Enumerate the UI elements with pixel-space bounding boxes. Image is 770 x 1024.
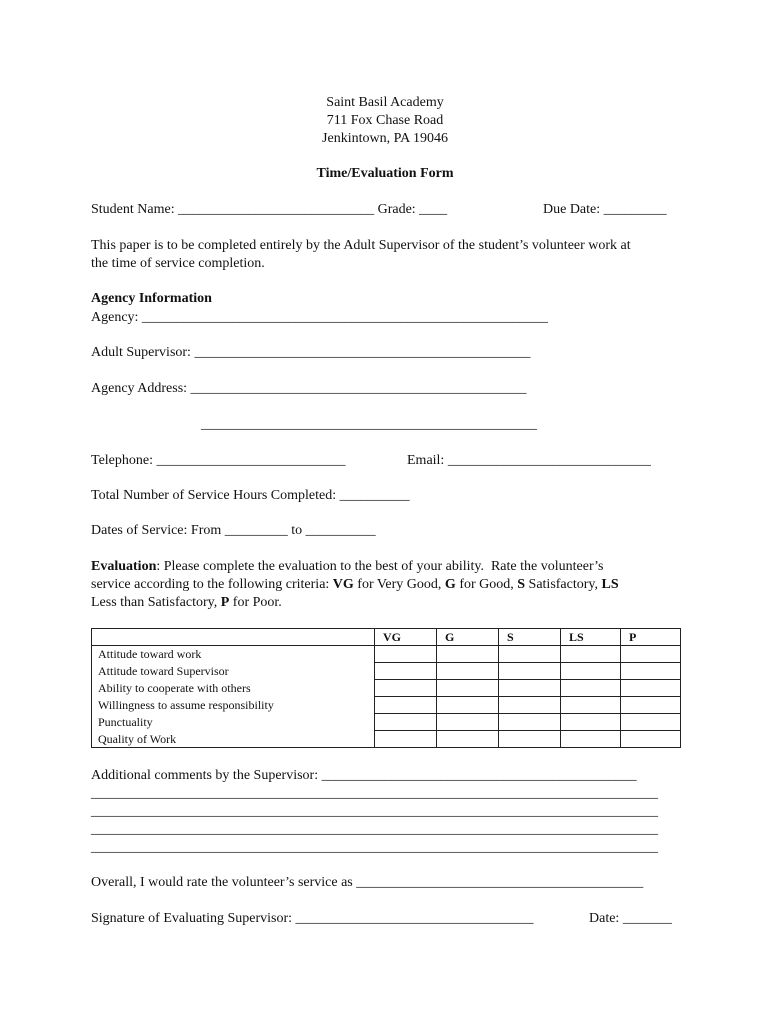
rating-cell[interactable]	[561, 646, 621, 663]
dates-of-service-field[interactable]: Dates of Service: From _________ to __________	[91, 523, 376, 538]
rating-cell[interactable]	[621, 714, 681, 731]
table-row	[92, 697, 681, 714]
criteria-vg: VG	[332, 577, 354, 592]
criteria-vg-text: for Very Good,	[353, 577, 445, 592]
table-row	[92, 680, 681, 697]
criteria-ls-text: Less than Satisfactory,	[91, 595, 221, 610]
comments-blank-line[interactable]: _________________________________________________________________________________	[91, 786, 658, 801]
agency-address-line-2[interactable]: ________________________________________________	[201, 417, 537, 432]
column-header-ls: LS	[561, 629, 621, 646]
rating-cell[interactable]	[621, 697, 681, 714]
criteria-ls: LS	[601, 577, 619, 592]
evaluation-line-3	[91, 594, 282, 611]
criteria-g-text: for Good,	[455, 577, 518, 592]
rating-cell[interactable]	[499, 663, 561, 680]
criterion-label: Punctuality	[92, 714, 375, 731]
evaluation-line-2	[91, 576, 619, 593]
criteria-g: G	[444, 577, 456, 592]
criterion-label: Willingness to assume responsibility	[92, 697, 375, 714]
rating-cell[interactable]	[437, 646, 499, 663]
rating-cell[interactable]	[499, 731, 561, 748]
school-name: Saint Basil Academy	[326, 95, 444, 110]
rating-cell[interactable]	[375, 663, 437, 680]
rating-cell[interactable]	[437, 680, 499, 697]
rating-cell[interactable]	[561, 697, 621, 714]
rating-cell[interactable]	[621, 663, 681, 680]
rating-cell[interactable]	[375, 731, 437, 748]
criteria-intro: service according to the following criteria:	[91, 577, 333, 592]
table-header-blank	[92, 629, 375, 646]
table-row	[92, 731, 681, 748]
school-street: 711 Fox Chase Road	[326, 113, 444, 128]
column-header-g: G	[437, 629, 499, 646]
evaluation-line-1-text: : Please complete the evaluation to the best of your ability. Rate the volunteer’s	[156, 559, 604, 574]
rating-cell[interactable]	[437, 663, 499, 680]
rating-cell[interactable]	[561, 731, 621, 748]
overall-rating-field[interactable]: Overall, I would rate the volunteer’s service as _________________________________________	[91, 875, 644, 890]
rating-cell[interactable]	[375, 697, 437, 714]
total-hours-field[interactable]: Total Number of Service Hours Completed: __________	[91, 488, 410, 503]
comments-field[interactable]: Additional comments by the Supervisor: _____________________________________________	[91, 768, 637, 783]
signature-field[interactable]: Signature of Evaluating Supervisor: __________________________________	[91, 911, 534, 926]
agency-field[interactable]: Agency: __________________________________________________________	[91, 310, 548, 325]
rating-cell[interactable]	[499, 697, 561, 714]
table-row	[92, 714, 681, 731]
rating-cell[interactable]	[437, 697, 499, 714]
criterion-label: Ability to cooperate with others	[92, 680, 375, 697]
criteria-s: S	[517, 577, 526, 592]
intro-line-2: the time of service completion.	[91, 256, 265, 271]
signature-date-field[interactable]: Date: _______	[589, 911, 672, 926]
rating-cell[interactable]	[621, 646, 681, 663]
rating-cell[interactable]	[375, 646, 437, 663]
rating-cell[interactable]	[375, 714, 437, 731]
comments-blank-line[interactable]: _________________________________________________________________________________	[91, 840, 658, 855]
intro-line-1: This paper is to be completed entirely by the Adult Supervisor of the student’s volunteer work at	[91, 238, 631, 253]
criteria-p: P	[220, 595, 230, 610]
criterion-label: Attitude toward Supervisor	[92, 663, 375, 680]
column-header-s: S	[499, 629, 561, 646]
comments-blank-line[interactable]: _________________________________________________________________________________	[91, 822, 658, 837]
rating-cell[interactable]	[621, 731, 681, 748]
rating-cell[interactable]	[561, 663, 621, 680]
evaluation-line-1	[91, 558, 603, 575]
supervisor-field[interactable]: Adult Supervisor: ________________________________________________	[91, 345, 531, 360]
criterion-label: Attitude toward work	[92, 646, 375, 663]
rating-cell[interactable]	[375, 680, 437, 697]
agency-address-field[interactable]: Agency Address: ________________________________________________	[91, 381, 527, 396]
table-row	[92, 663, 681, 680]
criteria-p-text: for Poor.	[229, 595, 282, 610]
criteria-s-text: Satisfactory,	[525, 577, 602, 592]
due-date-field[interactable]: Due Date: _________	[543, 202, 667, 217]
rating-cell[interactable]	[499, 714, 561, 731]
table-row	[92, 646, 681, 663]
rating-cell[interactable]	[561, 714, 621, 731]
column-header-vg: VG	[375, 629, 437, 646]
table-header-row	[92, 629, 681, 646]
school-city: Jenkintown, PA 19046	[322, 131, 448, 146]
email-field[interactable]: Email: _____________________________	[407, 453, 651, 468]
rating-cell[interactable]	[561, 680, 621, 697]
rating-cell[interactable]	[499, 680, 561, 697]
column-header-p: P	[621, 629, 681, 646]
criterion-label: Quality of Work	[92, 731, 375, 748]
rating-cell[interactable]	[621, 680, 681, 697]
rating-cell[interactable]	[437, 731, 499, 748]
comments-blank-line[interactable]: _________________________________________________________________________________	[91, 804, 658, 819]
evaluation-label: Evaluation	[91, 559, 157, 574]
telephone-field[interactable]: Telephone: ___________________________	[91, 453, 346, 468]
form-title: Time/Evaluation Form	[316, 166, 454, 181]
rating-cell[interactable]	[437, 714, 499, 731]
student-name-field[interactable]: Student Name: ____________________________ Grade: ____	[91, 202, 448, 217]
agency-heading: Agency Information	[91, 291, 212, 306]
rating-cell[interactable]	[499, 646, 561, 663]
evaluation-table	[91, 628, 681, 748]
